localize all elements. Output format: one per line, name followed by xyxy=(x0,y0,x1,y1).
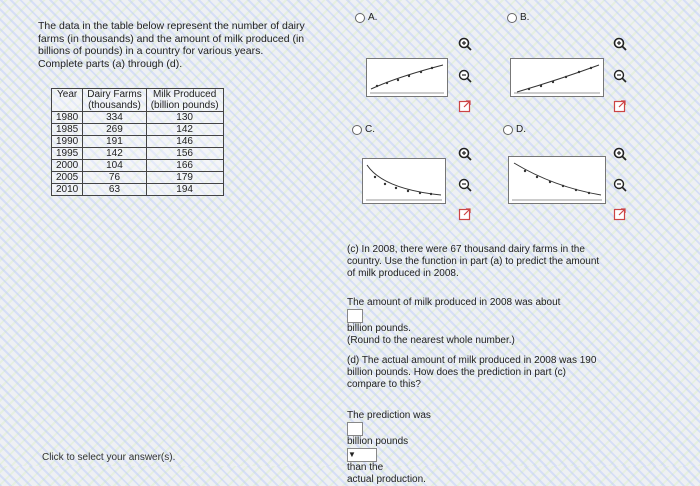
popout-icon[interactable] xyxy=(612,98,628,114)
popout-icon[interactable] xyxy=(612,206,628,222)
problem-intro xyxy=(38,20,338,70)
zoom-out-icon[interactable] xyxy=(612,177,628,193)
option-d-label: D. xyxy=(516,124,526,135)
table-row: 2000 104 166 xyxy=(52,160,224,172)
difference-input[interactable] xyxy=(347,422,363,436)
popout-icon[interactable] xyxy=(457,98,473,114)
option-c[interactable] xyxy=(352,124,375,135)
zoom-in-icon[interactable] xyxy=(457,146,473,162)
zoom-in-icon[interactable] xyxy=(612,36,628,52)
option-a-label: A. xyxy=(368,12,378,23)
option-d[interactable] xyxy=(503,124,526,135)
zoom-in-icon[interactable] xyxy=(457,36,473,52)
part-c-answer: The amount of milk produced in 2008 was about billion pounds. (Round to the nearest whole number.) xyxy=(347,297,561,346)
dropdown-arrow-icon: ▼ xyxy=(348,450,356,459)
radio-a[interactable] xyxy=(355,13,365,23)
header-milk: Milk Produced (billion pounds) xyxy=(146,89,223,112)
table-row: 2010 63 194 xyxy=(52,184,224,196)
intro-line: Complete parts (a) through (d). xyxy=(38,57,183,70)
graph-b-thumbnail[interactable] xyxy=(510,58,604,97)
part-d-answer: The prediction was billion pounds ▼ than the actual production. xyxy=(347,410,431,485)
table-header-row xyxy=(52,89,224,112)
part-c-question: (c) In 2008, there were 67 thousand dairy farms in the country. Use the function in part (a) to predict the amount of milk produced in 2008. xyxy=(347,244,600,279)
footer-instruction: Click to select your answer(s). xyxy=(42,452,176,463)
table-row: 2005 76 179 xyxy=(52,172,224,184)
zoom-out-icon[interactable] xyxy=(457,177,473,193)
graph-c-thumbnail[interactable] xyxy=(362,158,446,204)
graph-a-thumbnail[interactable] xyxy=(366,58,448,97)
table-row: 1980 334 130 xyxy=(52,112,224,124)
radio-c[interactable] xyxy=(352,125,362,135)
graph-d-thumbnail[interactable] xyxy=(508,156,606,204)
radio-d[interactable] xyxy=(503,125,513,135)
zoom-in-icon[interactable] xyxy=(612,146,628,162)
table-row: 1990 191 146 xyxy=(52,136,224,148)
comparison-dropdown[interactable] xyxy=(347,448,377,462)
data-table xyxy=(51,88,224,196)
table-row: 1985 269 142 xyxy=(52,124,224,136)
graph-c-curve xyxy=(363,159,445,203)
header-year: Year xyxy=(52,89,83,112)
option-b[interactable] xyxy=(507,12,529,23)
option-a[interactable] xyxy=(355,12,377,23)
radio-b[interactable] xyxy=(507,13,517,23)
graph-d-curve xyxy=(509,157,605,203)
milk-2008-input[interactable] xyxy=(347,309,363,323)
part-d-question: (d) The actual amount of milk produced in 2008 was 190 billion pounds. How does the prediction in part (c) compare to this? xyxy=(347,355,597,390)
zoom-out-icon[interactable] xyxy=(457,68,473,84)
graph-a-curve xyxy=(367,59,447,96)
intro-line: billions of pounds) in a country for various years. xyxy=(38,45,264,57)
popout-icon[interactable] xyxy=(457,206,473,222)
intro-line: farms (in thousands) and the amount of milk produced (in xyxy=(38,32,305,45)
option-b-label: B. xyxy=(520,12,530,23)
graph-b-curve xyxy=(511,59,603,96)
intro-line: The data in the table below represent the number of dairy xyxy=(38,20,305,32)
header-farms: Dairy Farms (thousands) xyxy=(83,89,146,112)
table-row: 1995 142 156 xyxy=(52,148,224,160)
option-c-label: C. xyxy=(365,124,375,135)
zoom-out-icon[interactable] xyxy=(612,68,628,84)
